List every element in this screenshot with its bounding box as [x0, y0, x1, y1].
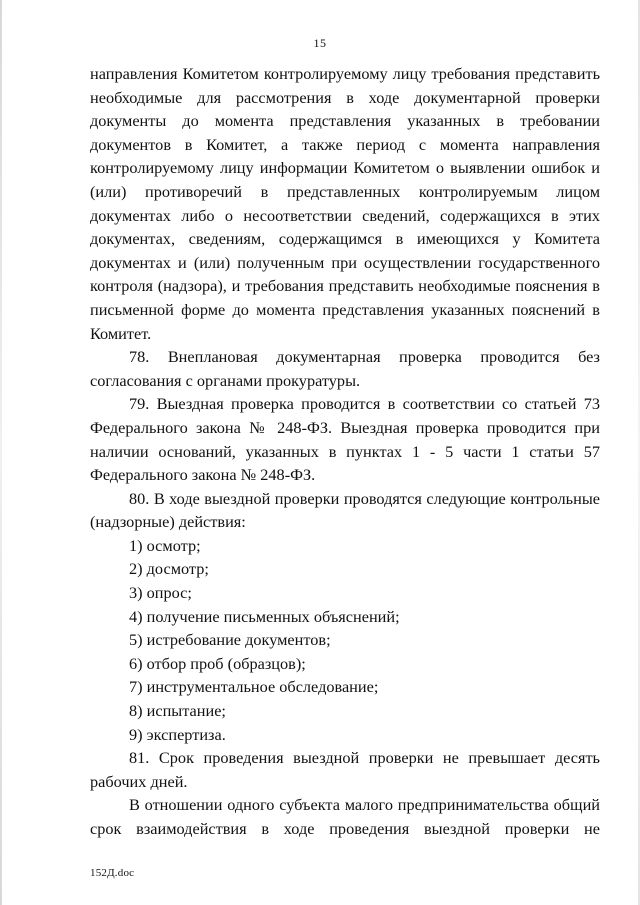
list-item: 9) экспертиза.: [129, 724, 226, 744]
list-item: 5) истребование документов;: [129, 630, 331, 650]
scan-edge-left: [0, 0, 2, 905]
list-item: 1) осмотр;: [129, 535, 201, 555]
document-body: [90, 62, 600, 841]
list-item: 4) получение письменных объяснений;: [129, 606, 400, 626]
list-item: 3) опрос;: [129, 583, 192, 603]
control-actions-list: [90, 534, 600, 746]
list-item: 7) инструментальное обследование;: [129, 677, 379, 697]
paragraph-80: 80. В ходе выездной проверки проводятся следующие контрольные (надзорные) действия:: [90, 488, 600, 532]
list-item: 6) отбор проб (образцов);: [129, 653, 306, 673]
footer-filename: 152Д.doc: [90, 867, 135, 879]
list-item: 2) досмотр;: [129, 559, 209, 579]
page-number: 15: [313, 36, 327, 50]
paragraph-continuation: направления Комитетом контролируемому лицу требования представить необходимые для рассмотрения в ходе документарной проверки документы до момента представления указанных в требовании документов в Комитет, а также период с момента направления контролируемому лицу информации Комитетом о выявлении ошибок и (или) противоречий в представленных контролируемым лицом документах либо о несоответствии сведений, содержащихся в этих документах, сведениям, содержащимся в имеющихся у Комитета документах и (или) полученным при осуществлении государственного контроля (надзора), и требования представить необходимые пояснения в письменной форме до момента представления указанных пояснений в Комитет.: [90, 64, 600, 343]
list-item: 8) испытание;: [129, 701, 226, 721]
paragraph-79: 79. Выездная проверка проводится в соответствии со статьей 73 Федерального закона № 248-ФЗ. Выездная проверка проводится при наличии оснований, указанных в пунктах 1 - 5 части 1 статьи 57 Федерального закона № 248-ФЗ.: [90, 394, 600, 485]
paragraph-small-business: В отношении одного субъекта малого предпринимательства общий срок взаимодействия в ходе проведения выездной проверки не: [90, 795, 600, 838]
paragraph-81: 81. Срок проведения выездной проверки не превышает десять рабочих дней.: [90, 748, 600, 791]
paragraph-78: 78. Внеплановая документарная проверка проводится без согласования с органами прокуратуры.: [90, 347, 600, 390]
